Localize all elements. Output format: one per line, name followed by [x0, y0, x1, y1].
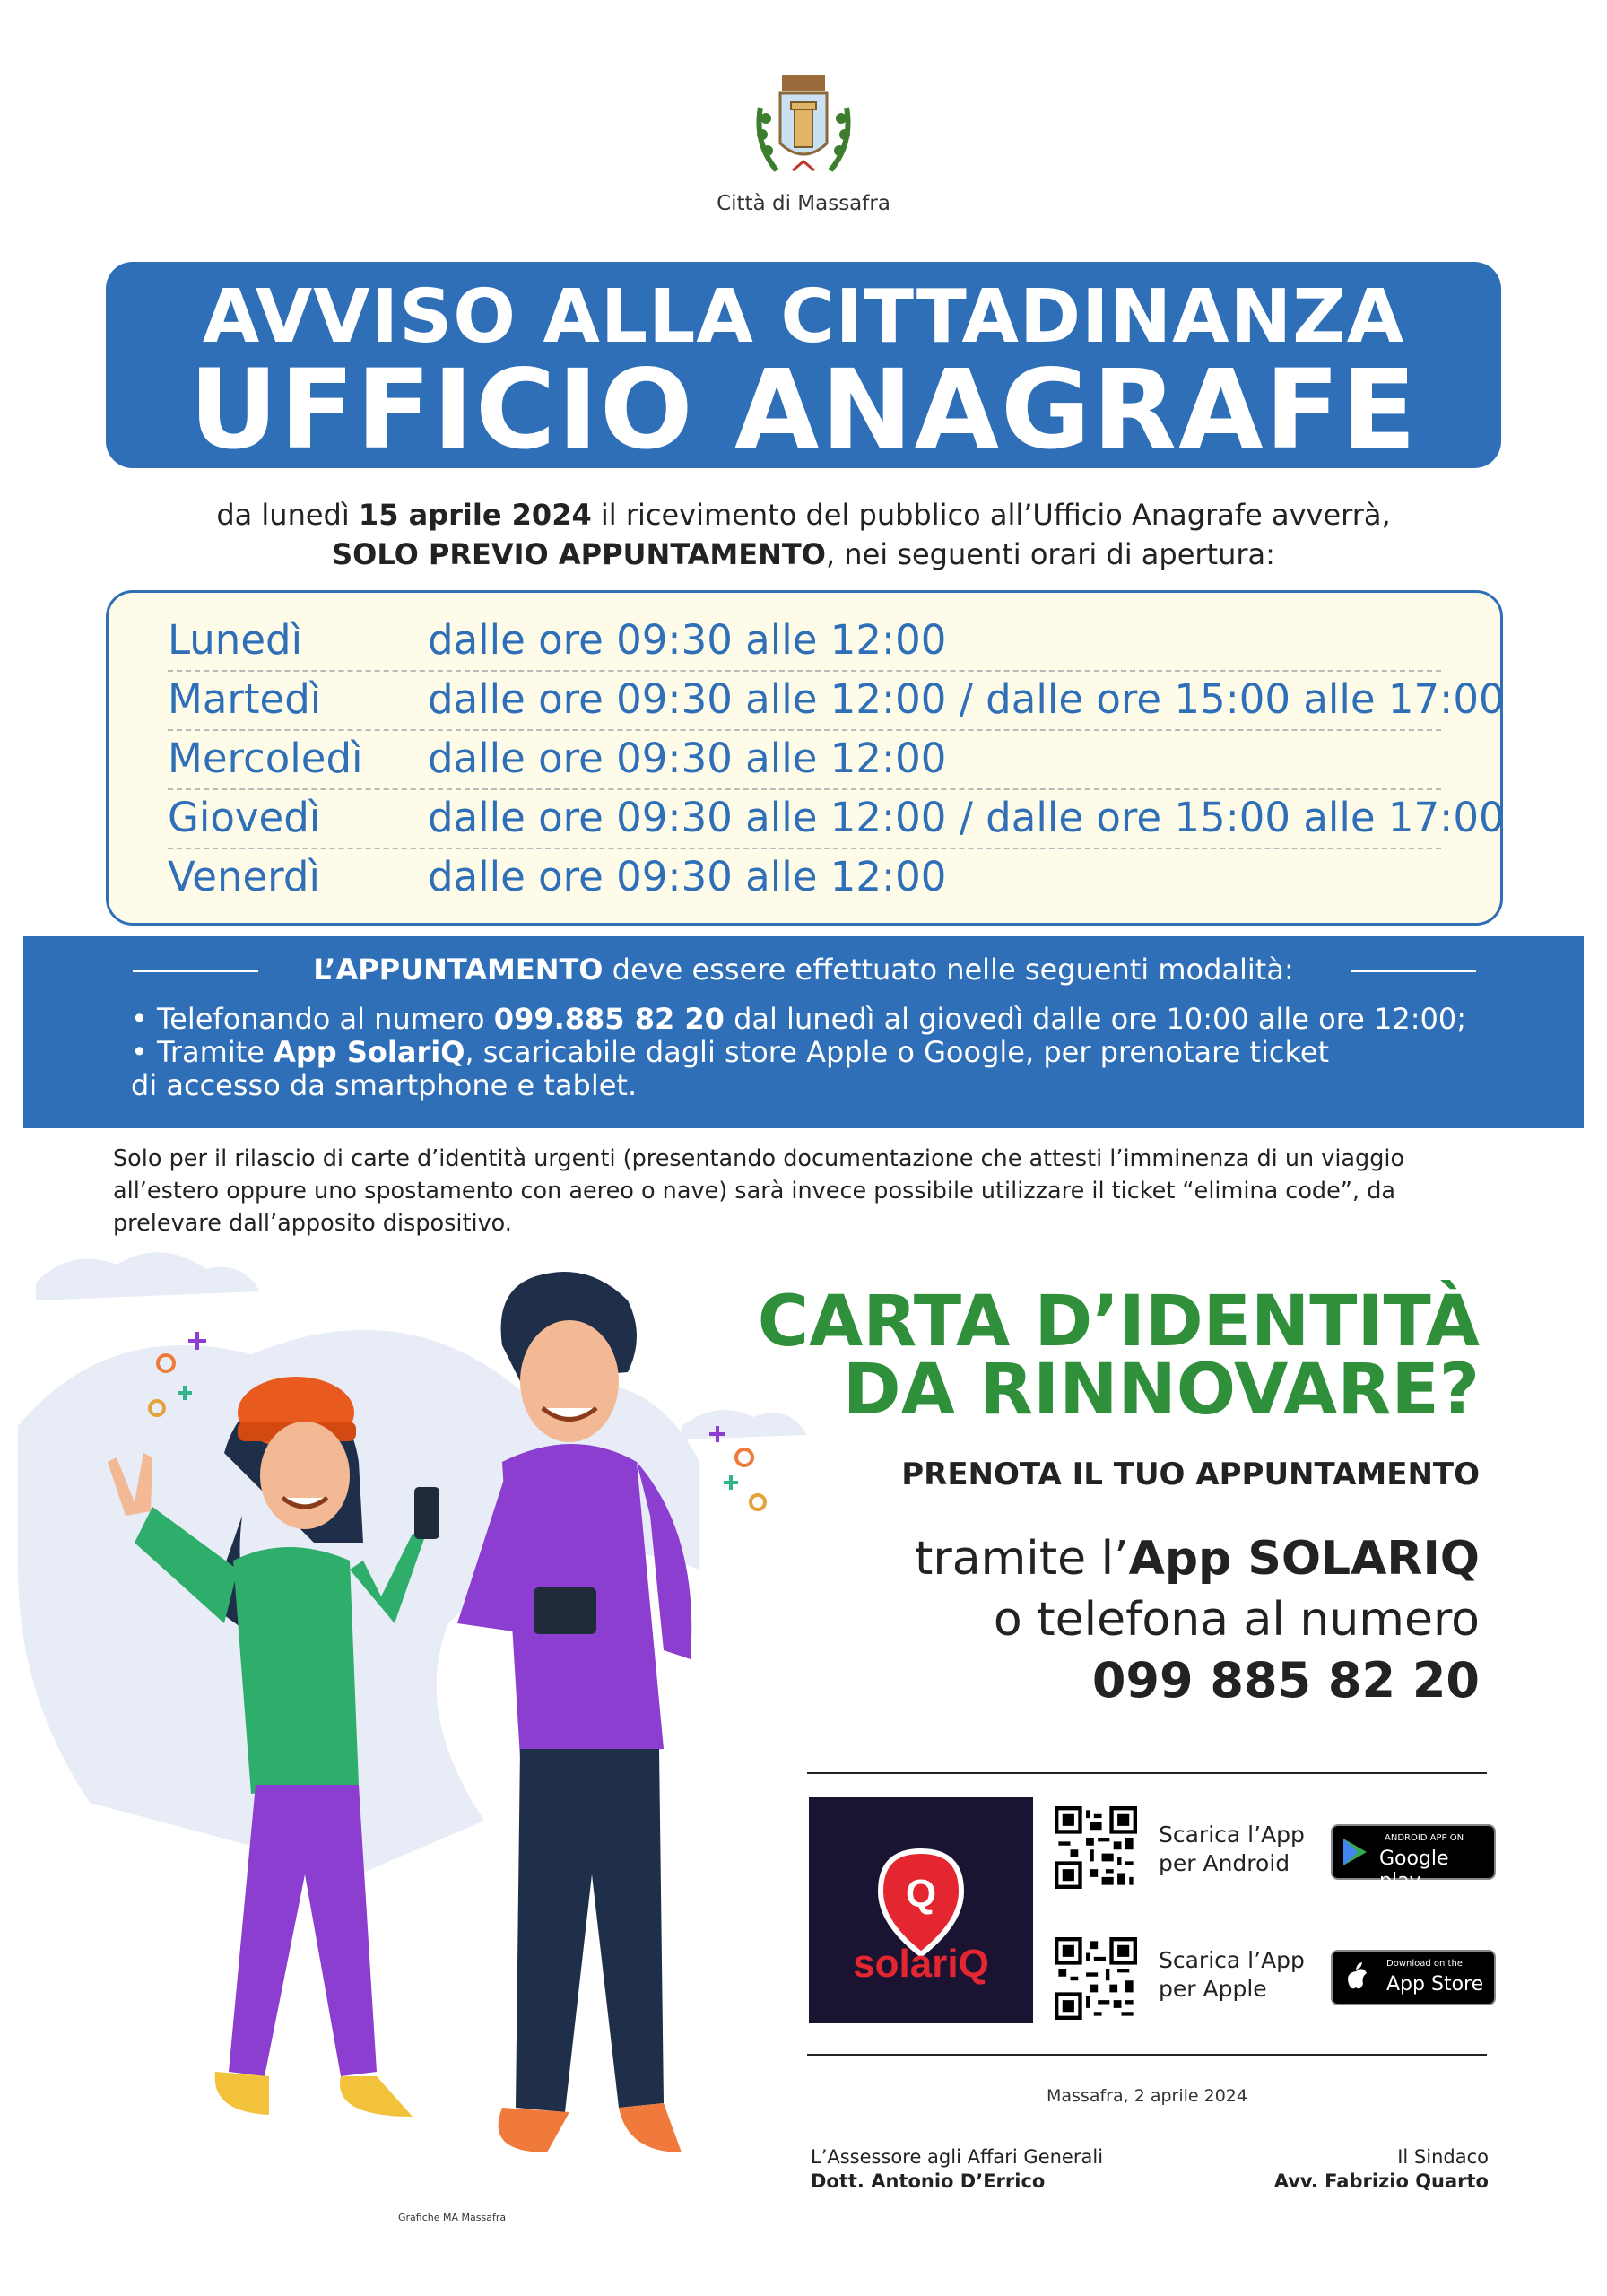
intro-part2: il ricevimento del pubblico all’Ufficio Anagrafe avverrà,: [591, 498, 1391, 532]
urgent-note: Solo per il rilascio di carte d’identità urgenti (presentando documentazione che attesti l’imminenza di un viaggio all’estero oppure uno spostamento con aereo o nave) sarà invece possibile utilizzare il ticket “elimina code”, da prelevare dall’apposito dispositivo.: [113, 1145, 1405, 1237]
schedule-row: [168, 611, 1441, 672]
appointment-heading-rest: deve essere effettuato nelle seguenti modalità:: [603, 952, 1294, 987]
intro-text: [106, 495, 1501, 574]
schedule-day: Giovedì: [168, 794, 321, 841]
google-play-icon: [1342, 1837, 1368, 1867]
signer-role: L’Assessore agli Affari Generali: [811, 2146, 1104, 2168]
signer-name: Dott. Antonio D’Errico: [811, 2170, 1046, 2192]
map-pin-icon: [809, 1797, 1033, 2023]
appointment-heading: [23, 952, 1584, 987]
item-text: • Tramite: [131, 1035, 274, 1069]
intro-date: 15 aprile 2024: [358, 498, 592, 532]
logo-letter: Q: [905, 1872, 937, 1916]
title-line-1: AVVISO ALLA CITTADINANZA: [202, 274, 1405, 360]
title-banner: [106, 262, 1501, 474]
schedule-day: Lunedì: [168, 616, 303, 664]
issue-date: Massafra, 2 aprile 2024: [1047, 2086, 1247, 2106]
graphics-credit: Grafiche MA Massafra: [398, 2212, 507, 2223]
schedule-row: [168, 788, 1505, 849]
app-store-button[interactable]: [1331, 1950, 1496, 2005]
apple-badge-text: App Store: [1386, 1973, 1484, 1996]
solariq-logo: [809, 1797, 1033, 2023]
item-text: , scaricabile dagli store Apple o Google, per prenotare ticket: [465, 1035, 1330, 1069]
promo-or-phone: o telefona al numero: [993, 1593, 1480, 1647]
promo-app-name: App SOLARIQ: [1128, 1532, 1480, 1586]
promo-via: [735, 1528, 1480, 1589]
signer-role: Il Sindaco: [1397, 2146, 1489, 2168]
appointment-item-phone: [131, 1003, 1466, 1036]
item-text: • Telefonando al numero: [131, 1002, 494, 1036]
android-label-2: per Android: [1159, 1850, 1290, 1876]
schedule-day: Venerdì: [168, 853, 320, 900]
appointment-list: [131, 1003, 1466, 1102]
google-badge-text: Google play: [1379, 1848, 1449, 1892]
qr-code-apple-icon[interactable]: [1055, 1937, 1137, 2020]
schedule-hours: dalle ore 09:30 alle 12:00: [428, 616, 947, 664]
schedule-hours: dalle ore 09:30 alle 12:00 / dalle ore 15:00 alle 17:00: [428, 675, 1505, 723]
schedule-hours: dalle ore 09:30 alle 12:00 / dalle ore 15:00 alle 17:00: [428, 794, 1505, 841]
appointment-band: [23, 936, 1584, 1128]
promo-contact: [735, 1528, 1480, 1711]
title-line-2: UFFICIO ANAGRAFE: [188, 346, 1419, 474]
schedule-box: [106, 590, 1503, 926]
apple-logo-icon: [1343, 1961, 1368, 1993]
phone-number: 099.885 82 20: [493, 1002, 725, 1036]
item-text: dal lunedì al giovedì dalle ore 10:00 alle ore 12:00;: [724, 1002, 1466, 1036]
appointment-heading-bold: L’APPUNTAMENTO: [313, 952, 604, 987]
apple-label-1: Scarica l’App: [1159, 1947, 1305, 1973]
schedule-row: [168, 729, 1441, 790]
apple-badge-small: Download on the: [1386, 1959, 1463, 1969]
schedule-row: [168, 848, 1441, 907]
intro-part1: da lunedì: [216, 498, 359, 532]
google-play-button[interactable]: [1331, 1824, 1496, 1892]
app-name: App SolariQ: [274, 1035, 465, 1069]
coat-of-arms-icon: [750, 72, 857, 184]
promo-headline: [735, 1282, 1480, 1431]
intro-emphasis: SOLO PREVIO APPUNTAMENTO: [332, 537, 826, 571]
appointment-item-app-cont: di accesso da smartphone e tablet.: [131, 1068, 638, 1102]
schedule-day: Mercoledì: [168, 735, 363, 782]
promo-headline-2: DA RINNOVARE?: [842, 1350, 1480, 1431]
appointment-item-app: [131, 1036, 1466, 1069]
android-download-label: [1159, 1821, 1305, 1878]
people-illustration: [18, 1247, 825, 2224]
schedule-hours: dalle ore 09:30 alle 12:00: [428, 853, 947, 900]
city-name: Città di Massafra: [717, 192, 890, 215]
signature-sindaco: [1166, 2145, 1489, 2194]
google-badge-small: ANDROID APP ON: [1385, 1833, 1464, 1843]
promo-phone-number: 099 885 82 20: [1091, 1652, 1480, 1709]
qr-code-android-icon[interactable]: [1055, 1806, 1137, 1889]
divider-line: [807, 1772, 1487, 1774]
apple-download-label: [1159, 1946, 1305, 2004]
signer-name: Avv. Fabrizio Quarto: [1273, 2170, 1489, 2192]
android-label-1: Scarica l’App: [1159, 1822, 1305, 1848]
promo-headline-1: CARTA D’IDENTITÀ: [757, 1282, 1480, 1362]
logo-text: solariQ: [853, 1942, 989, 1986]
schedule-day: Martedì: [168, 675, 322, 723]
intro-part3: , nei seguenti orari di apertura:: [825, 537, 1275, 571]
divider-line: [807, 2054, 1487, 2056]
apple-label-2: per Apple: [1159, 1976, 1267, 2002]
promo-via-text: tramite l’: [914, 1532, 1129, 1586]
promo-subtitle: PRENOTA IL TUO APPUNTAMENTO: [901, 1457, 1480, 1492]
schedule-hours: dalle ore 09:30 alle 12:00: [428, 735, 947, 782]
signature-assessore: [811, 2145, 1103, 2194]
schedule-row: [168, 670, 1505, 731]
